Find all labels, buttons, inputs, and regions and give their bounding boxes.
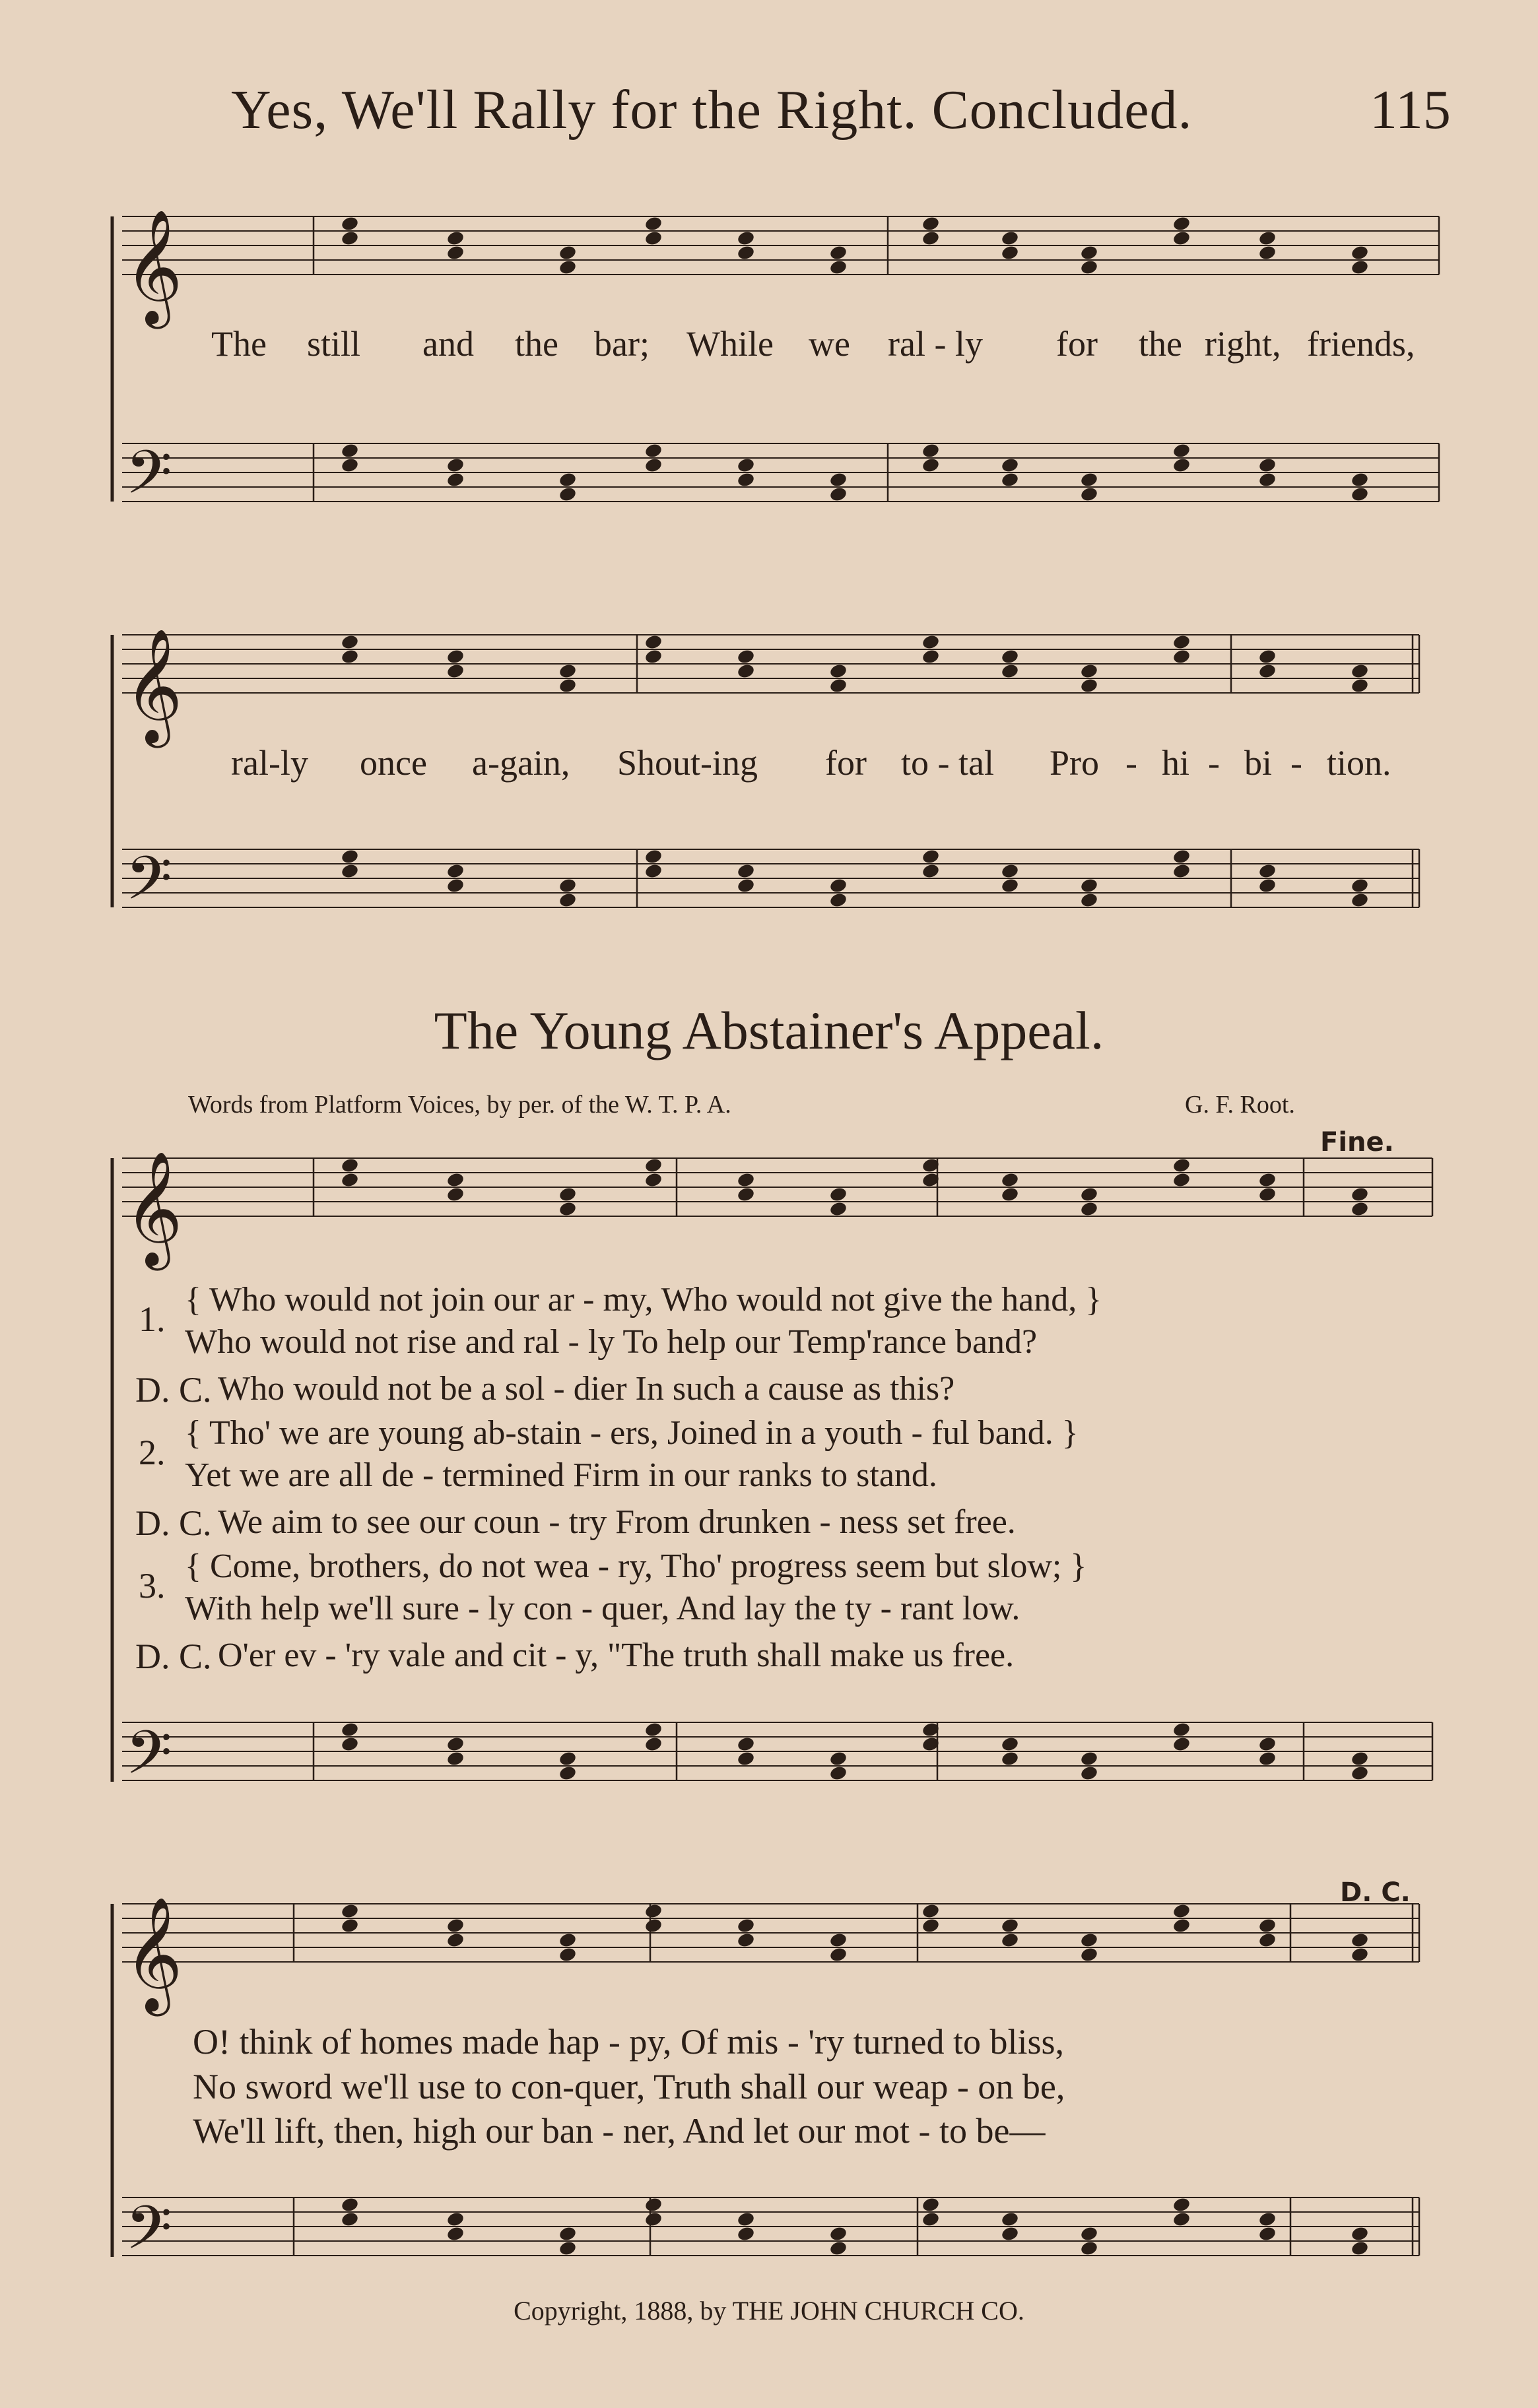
note-head [829,1946,848,1963]
note-head [1001,648,1020,665]
note-head [737,1186,756,1202]
lyric-word: The [211,324,267,364]
lyric-word: Pro [1050,743,1100,783]
note-head [1351,1200,1370,1217]
note-head [446,663,465,679]
note-head [558,677,578,694]
note-head [341,1917,360,1934]
note-head [1258,2225,1277,2242]
note-head [341,1157,360,1173]
note-head [1258,230,1277,246]
note-head [737,1171,756,1188]
note-head [1172,1736,1191,1752]
note-head [1258,1750,1277,1767]
note-head [644,848,663,864]
note-head [1080,1946,1099,1963]
note-head [446,1750,465,1767]
note-head [1258,1917,1277,1934]
dc-label: D. C. [135,1370,212,1410]
note-head [446,1932,465,1948]
note-head [1001,244,1020,261]
verse-line: { Come, brothers, do not wea - ry, Tho' progress seem but slow; } [185,1547,1087,1585]
words-credit: Words from Platform Voices, by per. of the W. T. P. A. [188,1091,731,1119]
note-head [341,848,360,864]
note-head [1172,1903,1191,1919]
note-head [1001,471,1020,488]
running-title: Yes, We'll Rally for the Right. Concluded. [231,79,1193,141]
note-head [1172,230,1191,246]
note-head [1172,634,1191,650]
lyric-word: - [1125,743,1137,783]
note-head [737,862,756,879]
note-head [829,259,848,275]
note-head [1172,848,1191,864]
note-head [446,1736,465,1752]
note-head [446,471,465,488]
bass-clef-icon: 𝄢 [125,2193,172,2277]
note-head [558,1200,578,1217]
note-head [1080,2225,1099,2242]
treble-clef-icon: 𝄞 [124,209,183,324]
note-head [1001,1917,1020,1934]
note-head [921,634,941,650]
note-head [1258,1186,1277,1202]
note-head [737,648,756,665]
note-head [829,1186,848,1202]
note-head [446,2225,465,2242]
note-head [341,1736,360,1752]
note-head [737,663,756,679]
verse-line: With help we'll sure - ly con - quer, And lay the ty - rant low. [185,1590,1020,1627]
note-head [829,1765,848,1781]
lyric-word: Shout-ing [617,743,758,783]
note-head [644,230,663,246]
note-head [341,442,360,459]
note-head [1351,1750,1370,1767]
note-head [1351,877,1370,894]
note-head [1172,648,1191,665]
note-head [341,862,360,879]
lyric-word: a-gain, [472,743,570,783]
note-head [446,1186,465,1202]
note-head [921,1903,941,1919]
lyric-word: - [1290,743,1302,783]
note-head [446,862,465,879]
lyric-word: for [825,743,867,783]
note-head [1080,877,1099,894]
note-head [644,1903,663,1919]
note-head [1351,892,1370,908]
lyric-word: and [422,324,474,364]
note-head [1351,677,1370,694]
note-head [1258,1171,1277,1188]
lyric-word: still [307,324,361,364]
note-head [1258,1932,1277,1948]
note-head [558,2225,578,2242]
note-head [737,457,756,473]
verse-line: Who would not rise and ral - ly To help our Temp'rance band? [185,1323,1038,1361]
note-head [1001,1186,1020,1202]
note-head [829,2240,848,2256]
lyric-word: hi [1162,743,1190,783]
note-head [1351,259,1370,275]
note-head [921,215,941,232]
lyric-word: the [1139,324,1182,364]
note-head [446,1171,465,1188]
note-head [1080,663,1099,679]
verse-line: Who would not be a sol - dier In such a cause as this? [218,1370,955,1408]
note-head [829,663,848,679]
note-head [644,634,663,650]
note-head [558,1765,578,1781]
note-head [1080,486,1099,502]
treble-clef-icon: 𝄞 [124,628,183,743]
note-head [558,877,578,894]
note-head [341,2211,360,2227]
treble-clef-icon: 𝄞 [124,1151,183,1266]
note-head [341,230,360,246]
verse-line: We aim to see our coun - try From drunken - ness set free. [218,1503,1016,1541]
note-head [446,2211,465,2227]
note-head [1351,1186,1370,1202]
note-head [446,457,465,473]
note-head [1172,1917,1191,1934]
note-head [644,862,663,879]
note-head [1001,1171,1020,1188]
note-head [446,877,465,894]
note-head [446,244,465,261]
note-head [1351,486,1370,502]
note-head [558,471,578,488]
lyric-word: bi [1244,743,1273,783]
note-head [1172,1157,1191,1173]
note-head [644,215,663,232]
note-head [737,1750,756,1767]
note-head [558,892,578,908]
note-head [921,230,941,246]
note-head [1351,2225,1370,2242]
bass-clef-icon: 𝄢 [125,843,172,928]
note-head [644,1157,663,1173]
dc-label: D. C. [135,1637,212,1676]
note-head [1001,1736,1020,1752]
lyric-word: ral-ly [231,743,308,783]
note-head [558,244,578,261]
note-head [737,1932,756,1948]
treble-clef-icon: 𝄞 [124,1897,183,2011]
note-head [921,2211,941,2227]
note-head [1080,259,1099,275]
note-head [341,457,360,473]
note-head [1001,862,1020,879]
note-head [1258,471,1277,488]
note-head [1001,2211,1020,2227]
note-head [644,442,663,459]
note-head [737,1736,756,1752]
note-head [558,663,578,679]
note-head [1172,442,1191,459]
note-head [644,457,663,473]
lyric-word: bar; [594,324,650,364]
fine-mark: Fine. [1320,1127,1394,1157]
note-head [829,677,848,694]
note-head [341,2196,360,2213]
composer-credit: G. F. Root. [1185,1091,1295,1119]
note-head [446,648,465,665]
bass-clef-icon: 𝄢 [125,1718,172,1802]
note-head [1258,648,1277,665]
note-head [558,259,578,275]
note-head [1001,877,1020,894]
note-head [1258,877,1277,894]
lyric-word: tion. [1327,743,1391,783]
note-head [829,1200,848,1217]
note-head [341,1171,360,1188]
note-head [737,230,756,246]
note-head [1080,471,1099,488]
verse-number: 1. [139,1299,166,1339]
note-head [558,2240,578,2256]
note-head [921,442,941,459]
note-head [1172,457,1191,473]
bass-clef-icon: 𝄢 [125,438,172,522]
note-head [1172,862,1191,879]
note-head [1001,230,1020,246]
lyric-word: While [686,324,774,364]
page-number: 115 [1370,79,1451,141]
note-head [737,1917,756,1934]
note-head [644,1721,663,1738]
verse-line: { Tho' we are young ab-stain - ers, Joined in a youth - ful band. } [185,1414,1079,1452]
note-head [921,648,941,665]
note-head [1258,244,1277,261]
note-head [1001,2225,1020,2242]
note-head [1080,1186,1099,1202]
note-head [1351,1765,1370,1781]
note-head [558,1750,578,1767]
note-head [1351,2240,1370,2256]
note-head [446,230,465,246]
note-head [1080,1200,1099,1217]
verse-number: 2. [139,1433,166,1472]
note-head [1001,663,1020,679]
note-head [1351,1946,1370,1963]
note-head [1080,2240,1099,2256]
note-head [737,2225,756,2242]
note-head [644,1171,663,1188]
note-head [921,457,941,473]
note-head [644,2211,663,2227]
note-head [1258,1736,1277,1752]
note-head [921,1917,941,1934]
note-head [1258,663,1277,679]
note-head [1080,892,1099,908]
note-head [558,1946,578,1963]
note-head [1351,663,1370,679]
note-head [341,1903,360,1919]
lyric-word: to - tal [901,743,994,783]
note-head [1351,1932,1370,1948]
note-head [558,1186,578,1202]
note-head [341,1721,360,1738]
note-head [829,892,848,908]
note-head [341,648,360,665]
note-head [829,877,848,894]
lyric-word: the [515,324,558,364]
note-head [644,1736,663,1752]
chorus-line: We'll lift, then, high our ban - ner, And let our mot - to be— [193,2111,1046,2151]
note-head [1351,471,1370,488]
dc-mark: D. C. [1340,1877,1411,1908]
verse-number: 3. [139,1566,166,1606]
note-head [1080,1932,1099,1948]
note-head [1172,2196,1191,2213]
note-head [921,2196,941,2213]
note-head [737,2211,756,2227]
note-head [341,634,360,650]
dc-label: D. C. [135,1503,212,1543]
verse-line: { Who would not join our ar - my, Who would not give the hand, } [185,1281,1102,1318]
note-head [446,1917,465,1934]
note-head [829,1750,848,1767]
note-head [1351,244,1370,261]
lyric-word: - [1208,743,1220,783]
note-head [644,648,663,665]
note-head [1258,862,1277,879]
chorus-line: O! think of homes made hap - py, Of mis - 'ry turned to bliss, [193,2022,1065,2062]
note-head [737,877,756,894]
note-head [829,244,848,261]
lyric-word: for [1056,324,1098,364]
note-head [1080,244,1099,261]
note-head [1258,2211,1277,2227]
note-head [1172,1721,1191,1738]
chorus-line: No sword we'll use to con-quer, Truth shall our weap - on be, [193,2067,1065,2106]
note-head [1001,1932,1020,1948]
note-head [644,1917,663,1934]
note-head [1258,457,1277,473]
verse-line: O'er ev - 'ry vale and cit - y, "The truth shall make us free. [218,1637,1015,1674]
note-head [737,471,756,488]
lyric-word: friends, [1307,324,1415,364]
note-head [1001,457,1020,473]
note-head [737,244,756,261]
note-head [558,486,578,502]
note-head [829,471,848,488]
note-head [558,1932,578,1948]
note-head [1172,2211,1191,2227]
lyric-word: right, [1205,324,1281,364]
song-title: The Young Abstainer's Appeal. [434,1000,1104,1060]
copyright-notice: Copyright, 1888, by THE JOHN CHURCH CO. [514,2296,1024,2326]
lyric-word: we [809,324,850,364]
note-head [1172,1171,1191,1188]
note-head [829,1932,848,1948]
lyric-word: once [360,743,427,783]
note-head [644,2196,663,2213]
verse-line: Yet we are all de - termined Firm in our ranks to stand. [185,1456,937,1494]
lyric-word: ral - ly [888,324,983,364]
note-head [921,862,941,879]
note-head [1001,1750,1020,1767]
note-head [341,215,360,232]
note-head [829,2225,848,2242]
note-head [829,486,848,502]
note-head [1172,215,1191,232]
note-head [921,848,941,864]
note-head [1080,1765,1099,1781]
note-head [1080,677,1099,694]
note-head [1080,1750,1099,1767]
